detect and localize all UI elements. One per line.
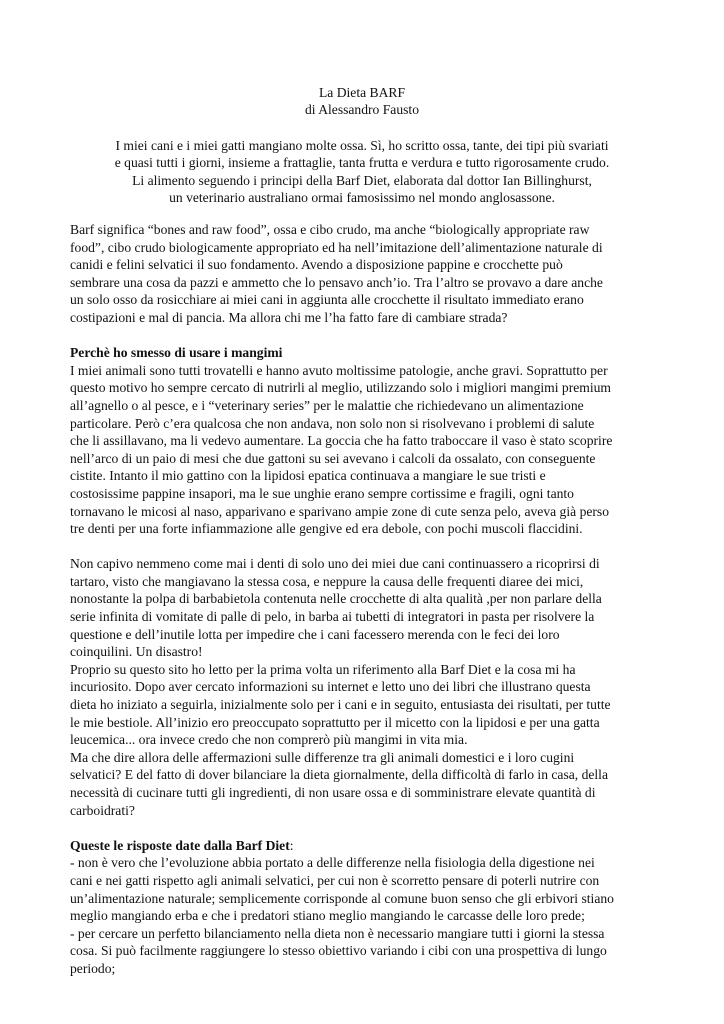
intro-line: e quasi tutti i giorni, insieme a frattaglie, tanta frutta e verdura e tutto rigorosamente crudo. [114,155,610,171]
text-line: I miei animali sono tutti trovatelli e hanno avuto moltissime patologie, anche gravi. Soprattutto per [70,362,608,378]
text-line: - per cercare un perfetto bilanciamento nella dieta non è necessario mangiare tutti i giorni la stessa [70,925,605,941]
intro-line: un veterinario australiano ormai famosissimo nel mondo anglosassone. [169,190,555,206]
text-line: necessità di cucinare tutti gli ingredienti, di non usare ossa e di somministrare elevate quantità di [70,785,596,800]
text-line: che li assillavano, ma li vedevo aumentare. La goccia che ha fatto traboccare il vaso è stato scoprire [70,433,613,449]
text-line: cosa. Si può facilmente raggiungere lo stesso obiettivo variando i cibi con una prospettiva di lungo [70,943,607,959]
text-line: incuriosito. Dopo aver cercato informazioni su internet e letto uno dei libri che illustrano questa [70,679,591,695]
text-line: meglio mangiando erba e che i predatori stiano meglio mangiando le carcasse delle loro prede; [70,908,585,924]
paragraph-barf-meaning [70,221,690,327]
text-line: un’alimentazione naturale; semplicemente corrisponde al comune buon senso che gli erbivori stiano [70,890,614,906]
paragraph-gap [70,819,690,837]
text-line: un solo osso da rosicchiare ai miei cani in aggiunta alle crocchette il risultato immediato erano [70,292,584,308]
author-line: di Alessandro Fausto [304,102,420,117]
text-line: cistite. Intanto il mio gattino con la lipidosi epatica continuava a mangiare le sue tristi e [70,468,546,484]
intro-paragraph [0,137,724,207]
document-title: La Dieta BARF [318,85,406,100]
text-line: dieta ho iniziato a seguirla, inizialmente solo per i cani e in seguito, entusiasta dei risultati, per tutte [70,697,611,713]
title-block [0,84,724,118]
text-line: Ma che dire allora delle affermazioni sulle differenze tra gli animali domestici e i loro cugini [70,749,575,765]
text-line: Proprio su questo sito ho letto per la prima volta un riferimento alla Barf Diet e la cosa mi ha [70,661,576,677]
text-line: tre denti per una forte infiammazione alle gengive ed era debole, con pochi muscoli flaccidini. [70,521,583,537]
text-line: serie infinita di vomitate di palle di pelo, in barba ai tubetti di integratori in pasta per risolvere la [70,609,595,625]
text-line: tartaro, visto che mangiavano la stessa cosa, e neppure la causa delle frequenti diaree dei mici, [70,573,584,589]
paragraph-problems [70,555,690,819]
text-line: sembrare una cosa da pazzi e ammetto che lo pensavo anch’io. Tra l’altro se provavo a dare anche [70,274,603,290]
intro-line: I miei cani e i miei gatti mangiano molte ossa. Sì, ho scritto ossa, tante, dei tipi più svariati [115,138,609,153]
text-line: costipazioni e mal di pancia. Ma allora chi me l’ha fatto fare di cambiare strada? [70,309,508,325]
text-line: particolare. Però c’era qualcosa che non andava, non solo non si risolvevano i problemi di salute [70,415,595,431]
text-line: leucemica... ora invece credo che non comprerò più mangimi in vita mia. [70,732,468,748]
text-line: carboidrati? [70,802,135,818]
text-line: Barf significa “bones and raw food”, ossa e cibo crudo, ma anche “biologically appropriate raw [70,222,590,237]
text-line: periodo; [70,960,116,976]
paragraph-gap [70,327,690,345]
text-line: coinquilini. Un disastro! [70,644,203,660]
section-heading-answers-colon: : [289,837,294,853]
section-heading-answers-text: Queste le risposte date dalla Barf Diet [70,837,290,853]
text-line: all’agnello o al pesce, e i “veterinary series” per le malattie che richiedevano un alimentazione [70,397,584,413]
paragraph-answers [70,854,690,977]
section-heading-why: Perchè ho smesso di usare i mangimi [70,345,283,361]
text-line: nonostante la polpa di barbabietola contenuta nelle crocchette di alta qualità ,per non parlare della [70,591,602,607]
text-line: costosissime pappine insapori, ma le sue unghie erano sempre cortissime e fragili, ogni tanto [70,485,574,501]
body-text [70,221,690,978]
text-line: questione e dell’inutile lotta per impedire che i cani facessero merenda con le feci dei loro [70,626,560,642]
paragraph-animals-history [70,362,690,538]
paragraph-gap [70,538,690,556]
text-line: cani e nei gatti rispetto agli animali selvatici, per cui non è scorretto pensare di poterli nutrire con [70,872,600,888]
text-line: - non è vero che l’evoluzione abbia portato a delle differenze nella fisiologia della digestione nei [70,855,595,871]
section-heading-answers [70,837,690,855]
text-line: questo motivo ho sempre cercato di nutrirli al meglio, utilizzando solo i migliori mangimi premium [70,380,612,396]
text-line: Non capivo nemmeno come mai i denti di solo uno dei miei due cani continuassero a ricoprirsi di [70,556,600,572]
text-line: nell’arco di un paio di mesi che due gattoni su sei avevano i calcoli da ossalato, con conseguente [70,450,596,466]
intro-line: Li alimento seguendo i principi della Barf Diet, elaborata dal dottor Ian Billinghurst, [132,172,592,188]
text-line: food”, cibo crudo biologicamente appropriato ed ha nell’imitazione dell’alimentazione naturale di [70,239,603,255]
text-line: canidi e felini selvatici il suo fondamento. Avendo a disposizione pappine e crocchette può [70,257,563,273]
text-line: le mie bestiole. All’inizio ero preoccupato soprattutto per il micetto con la lipidosi e per una gatta [70,714,600,730]
text-line: tornavano le micosi al naso, apparivano e sparivano ampie zone di cute senza pelo, aveva già perso [70,503,610,519]
text-line: selvatici? E del fatto di dover bilanciare la dieta giornalmente, della difficoltà di farlo in casa, della [70,767,608,783]
